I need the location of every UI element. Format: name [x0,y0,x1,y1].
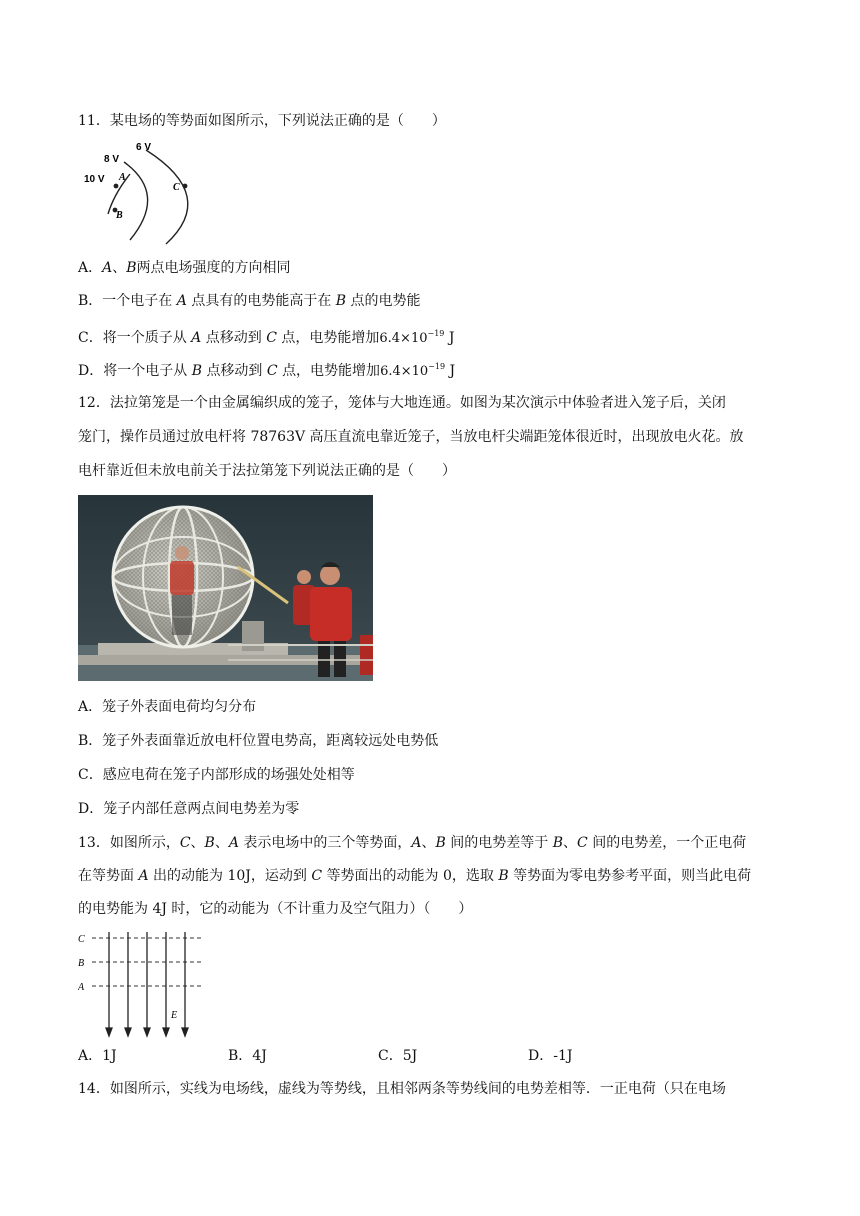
label-8v: 8 V [104,154,120,165]
label-b: B [116,210,123,221]
q11-option-d[interactable]: D．将一个电子从 B 点移动到 C 点，电势能增加$6.4\times 10^{-19}$ J [78,362,456,379]
q12-option-c[interactable]: C．感应电荷在笼子内部形成的场强处处相等 [78,767,355,783]
q11-option-c[interactable]: C．将一个质子从 A 点移动到 C 点，电势能增加$6.4\times 10^{-19}$ J [78,329,455,346]
label-c: C [78,934,85,945]
q13-option-b[interactable]: B．4J [228,1048,267,1064]
q12-option-d[interactable]: D．笼子内部任意两点间电势差为零 [78,801,300,817]
label-6v: 6 V [136,142,152,153]
q12-stem-line3: 电杆靠近但未放电前关于法拉第笼下列说法正确的是（ ） [78,463,456,479]
label-a: A [78,982,85,993]
label-b: B [78,958,85,969]
q13-option-c[interactable]: C．5J [378,1048,418,1064]
label-e: E [171,1010,178,1021]
q13-stem-line2: 在等势面 A 出的动能为 10J，运动到 C 等势面出的动能为 0，选取 B 等势面为零电势参考平面，则当此电荷 [78,868,752,884]
q11-option-b[interactable]: B．一个电子在 A 点具有的电势能高于在 B 点的电势能 [78,293,421,309]
q12-stem-line1: 12．法拉第笼是一个由金属编织成的笼子，笼体与大地连通。如图为某次演示中体验者进入笼子后，关闭 [78,395,726,411]
q12-option-b[interactable]: B．笼子外表面靠近放电杆位置电势高，距离较远处电势低 [78,733,439,749]
equipotential-6v [146,150,188,244]
q13-stem-line1: 13．如图所示，C、B、A 表示电场中的三个等势面，A、B 间的电势差等于 B、C 间的电势差，一个正电荷 [78,835,747,851]
label-a: A [119,172,126,183]
q11-stem: 11．某电场的等势面如图所示，下列说法正确的是（ ） [78,113,446,129]
q13-option-d[interactable]: D．-1J [528,1048,573,1064]
q12-option-a[interactable]: A．笼子外表面电荷均匀分布 [78,699,257,715]
equipotential-8v [124,162,148,240]
q11-option-a[interactable]: A．A、B两点电场强度的方向相同 [78,260,291,276]
point-c [183,184,188,189]
q13-figure [78,928,208,1040]
q13-stem-line3: 的电势能为 4J 时，它的动能为（不计重力及空气阻力）（ ） [78,901,473,917]
label-c: C [173,182,180,193]
faraday-cage-photo [78,495,373,681]
q14-stem-line1: 14．如图所示，实线为电场线，虚线为等势线，且相邻两条等势线间的电势差相等．一正电荷（只在电场 [78,1081,726,1097]
q12-stem-line2: 笼门，操作员通过放电杆将 78763V 高压直流电靠近笼子，当放电杆尖端距笼体很近时，出现放电火花。放 [78,429,744,445]
q13-option-a[interactable]: A．1J [78,1048,117,1064]
point-a [114,184,119,189]
q11-figure [78,136,198,248]
label-10v: 10 V [84,174,105,185]
